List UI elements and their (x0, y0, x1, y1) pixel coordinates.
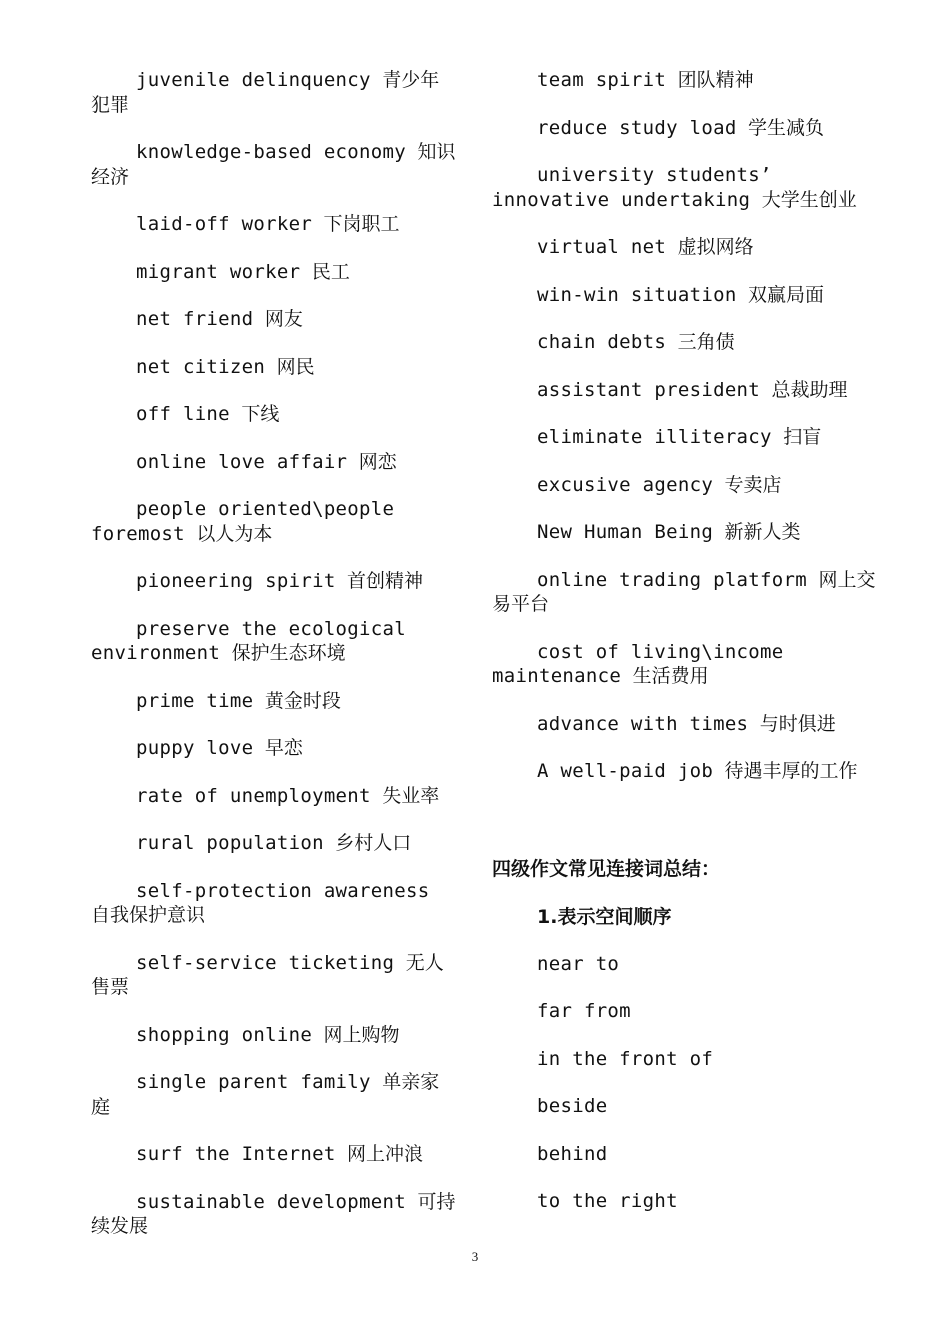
vocab-chinese: 青少年犯罪 (91, 69, 440, 116)
vocab-english: off line (136, 403, 230, 425)
connector-item (492, 1142, 882, 1167)
vocab-entry (91, 831, 456, 856)
connector-item (492, 952, 882, 977)
vocab-entry (492, 520, 882, 545)
vocab-chinese: 可持续发展 (91, 1190, 456, 1237)
vocab-english: advance with times (537, 712, 749, 735)
vocab-chinese: 与时俱进 (759, 712, 836, 735)
vocab-english: net citizen (136, 355, 266, 378)
vocab-english: team spirit (537, 69, 667, 91)
vocab-entry (492, 712, 882, 737)
vocab-english: preserve the ecological environment (91, 617, 406, 664)
section-heading: 四级作文常见连接词总结： (492, 857, 721, 880)
connector-text: to the right (537, 1190, 678, 1212)
connector-text: in the front of (537, 1047, 714, 1070)
vocab-english: chain debts (537, 331, 667, 353)
vocab-entry (492, 759, 882, 784)
vocab-english: prime time (136, 689, 254, 712)
vocab-english: cost of living\income maintenance (492, 640, 784, 687)
vocab-entry (91, 951, 456, 1000)
vocab-chinese: 自我保护意识 (91, 904, 206, 926)
vocab-chinese: 大学生创业 (761, 188, 857, 211)
vocab-chinese: 团队精神 (677, 69, 754, 91)
connector-text: behind (537, 1142, 608, 1165)
vocab-chinese: 学生减负 (748, 116, 825, 139)
vocab-chinese: 虚拟网络 (677, 236, 754, 258)
vocab-chinese: 专卖店 (724, 473, 782, 496)
vocab-chinese: 网友 (264, 308, 303, 330)
vocab-entry (91, 355, 456, 380)
vocab-english: win-win situation (537, 283, 737, 306)
vocab-chinese: 三角债 (677, 331, 735, 353)
vocab-chinese: 保护生态环境 (231, 642, 346, 664)
vocab-entry (492, 68, 882, 93)
connector-item (492, 1047, 882, 1072)
page-number: 3 (471, 1249, 479, 1264)
vocab-chinese: 单亲家庭 (91, 1071, 440, 1118)
vocab-english: knowledge-based economy (136, 141, 406, 163)
vocab-entry (91, 617, 456, 666)
vocab-chinese: 网恋 (358, 450, 397, 473)
vocab-english: rate of unemployment (136, 784, 371, 807)
vocab-chinese: 网上交易平台 (492, 568, 876, 615)
vocab-entry (91, 879, 456, 928)
left-column (91, 68, 456, 1239)
vocab-chinese: 双赢局面 (748, 283, 825, 306)
vocab-chinese: 网上购物 (323, 1023, 400, 1046)
vocab-chinese: 失业率 (382, 784, 440, 807)
vocab-english: puppy love (136, 737, 254, 759)
vocab-chinese: 总裁助理 (771, 378, 848, 401)
vocab-chinese: 下岗职工 (323, 213, 400, 235)
vocab-entry (91, 569, 456, 594)
vocab-chinese: 首创精神 (347, 570, 424, 592)
vocab-entry (492, 116, 882, 141)
vocab-english: assistant president (537, 378, 761, 401)
vocab-entry (91, 450, 456, 475)
vocab-english: surf the Internet (136, 1143, 336, 1165)
vocab-entry (492, 235, 882, 260)
vocab-english: virtual net (537, 236, 667, 258)
vocab-chinese: 以人为本 (196, 522, 273, 545)
vocab-entry (91, 212, 456, 237)
vocab-chinese: 生活费用 (632, 665, 709, 687)
vocab-english: reduce study load (537, 116, 737, 139)
vocab-entry (91, 1023, 456, 1048)
vocab-english: laid-off worker (136, 213, 313, 235)
vocab-entry (91, 1070, 456, 1119)
vocab-entry (91, 736, 456, 761)
connector-text: beside (537, 1095, 608, 1117)
vocab-entry (492, 473, 882, 498)
vocab-entry (492, 163, 882, 212)
connector-text: near to (537, 952, 620, 975)
vocab-english: sustainable development (136, 1190, 406, 1213)
vocab-entry (492, 283, 882, 308)
connector-item (492, 1094, 882, 1119)
vocab-chinese: 黄金时段 (264, 689, 341, 712)
vocab-entry (91, 68, 456, 117)
vocab-entry (91, 260, 456, 285)
vocab-english: New Human Being (537, 521, 714, 543)
vocab-entry (91, 1190, 456, 1239)
vocab-english: net friend (136, 308, 254, 330)
vocab-english: A well-paid job (537, 760, 714, 782)
vocab-chinese: 下线 (241, 403, 280, 425)
vocab-english: migrant worker (136, 260, 301, 283)
vocab-chinese: 早恋 (264, 737, 303, 759)
vocab-entry (91, 689, 456, 714)
vocab-chinese: 民工 (311, 260, 350, 283)
vocab-english: juvenile delinquency (136, 69, 371, 91)
vocab-chinese: 网民 (276, 355, 315, 378)
connector-item (492, 1189, 882, 1214)
vocab-english: shopping online (136, 1023, 313, 1046)
vocab-chinese: 待遇丰厚的工作 (724, 760, 858, 782)
vocab-english: pioneering spirit (136, 570, 336, 592)
vocab-entry (492, 330, 882, 355)
vocab-english: rural population (136, 832, 324, 854)
vocab-entry (492, 568, 882, 617)
vocab-english: online trading platform (537, 568, 807, 591)
vocab-english: people oriented\people foremost (91, 498, 395, 545)
vocab-entry (91, 1142, 456, 1167)
vocab-chinese: 乡村人口 (335, 832, 412, 854)
vocab-chinese: 知识经济 (91, 141, 456, 188)
right-column (492, 68, 882, 1214)
vocab-english: excusive agency (537, 473, 714, 496)
vocab-entry (492, 640, 882, 689)
connector-item (492, 999, 882, 1024)
vocab-chinese: 新新人类 (724, 521, 801, 543)
vocab-entry (91, 140, 456, 189)
vocab-chinese: 无人售票 (91, 951, 444, 998)
vocab-entry (492, 425, 882, 450)
vocab-entry (492, 378, 882, 403)
section-subheading: 1.表示空间顺序 (537, 905, 672, 928)
vocab-english: university students’ innovative undertaking (492, 164, 772, 211)
connector-text: far from (537, 1000, 631, 1022)
vocab-chinese: 扫盲 (783, 426, 822, 448)
vocab-english: self-service ticketing (136, 951, 395, 974)
vocab-entry (91, 307, 456, 332)
vocab-entry (91, 784, 456, 809)
vocab-entry (91, 402, 456, 427)
vocab-english: online love affair (136, 450, 348, 473)
vocab-english: eliminate illiteracy (537, 426, 772, 448)
vocab-english: self-protection awareness (136, 879, 430, 902)
vocab-chinese: 网上冲浪 (347, 1143, 424, 1165)
vocab-english: single parent family (136, 1071, 371, 1093)
vocab-entry (91, 497, 456, 546)
